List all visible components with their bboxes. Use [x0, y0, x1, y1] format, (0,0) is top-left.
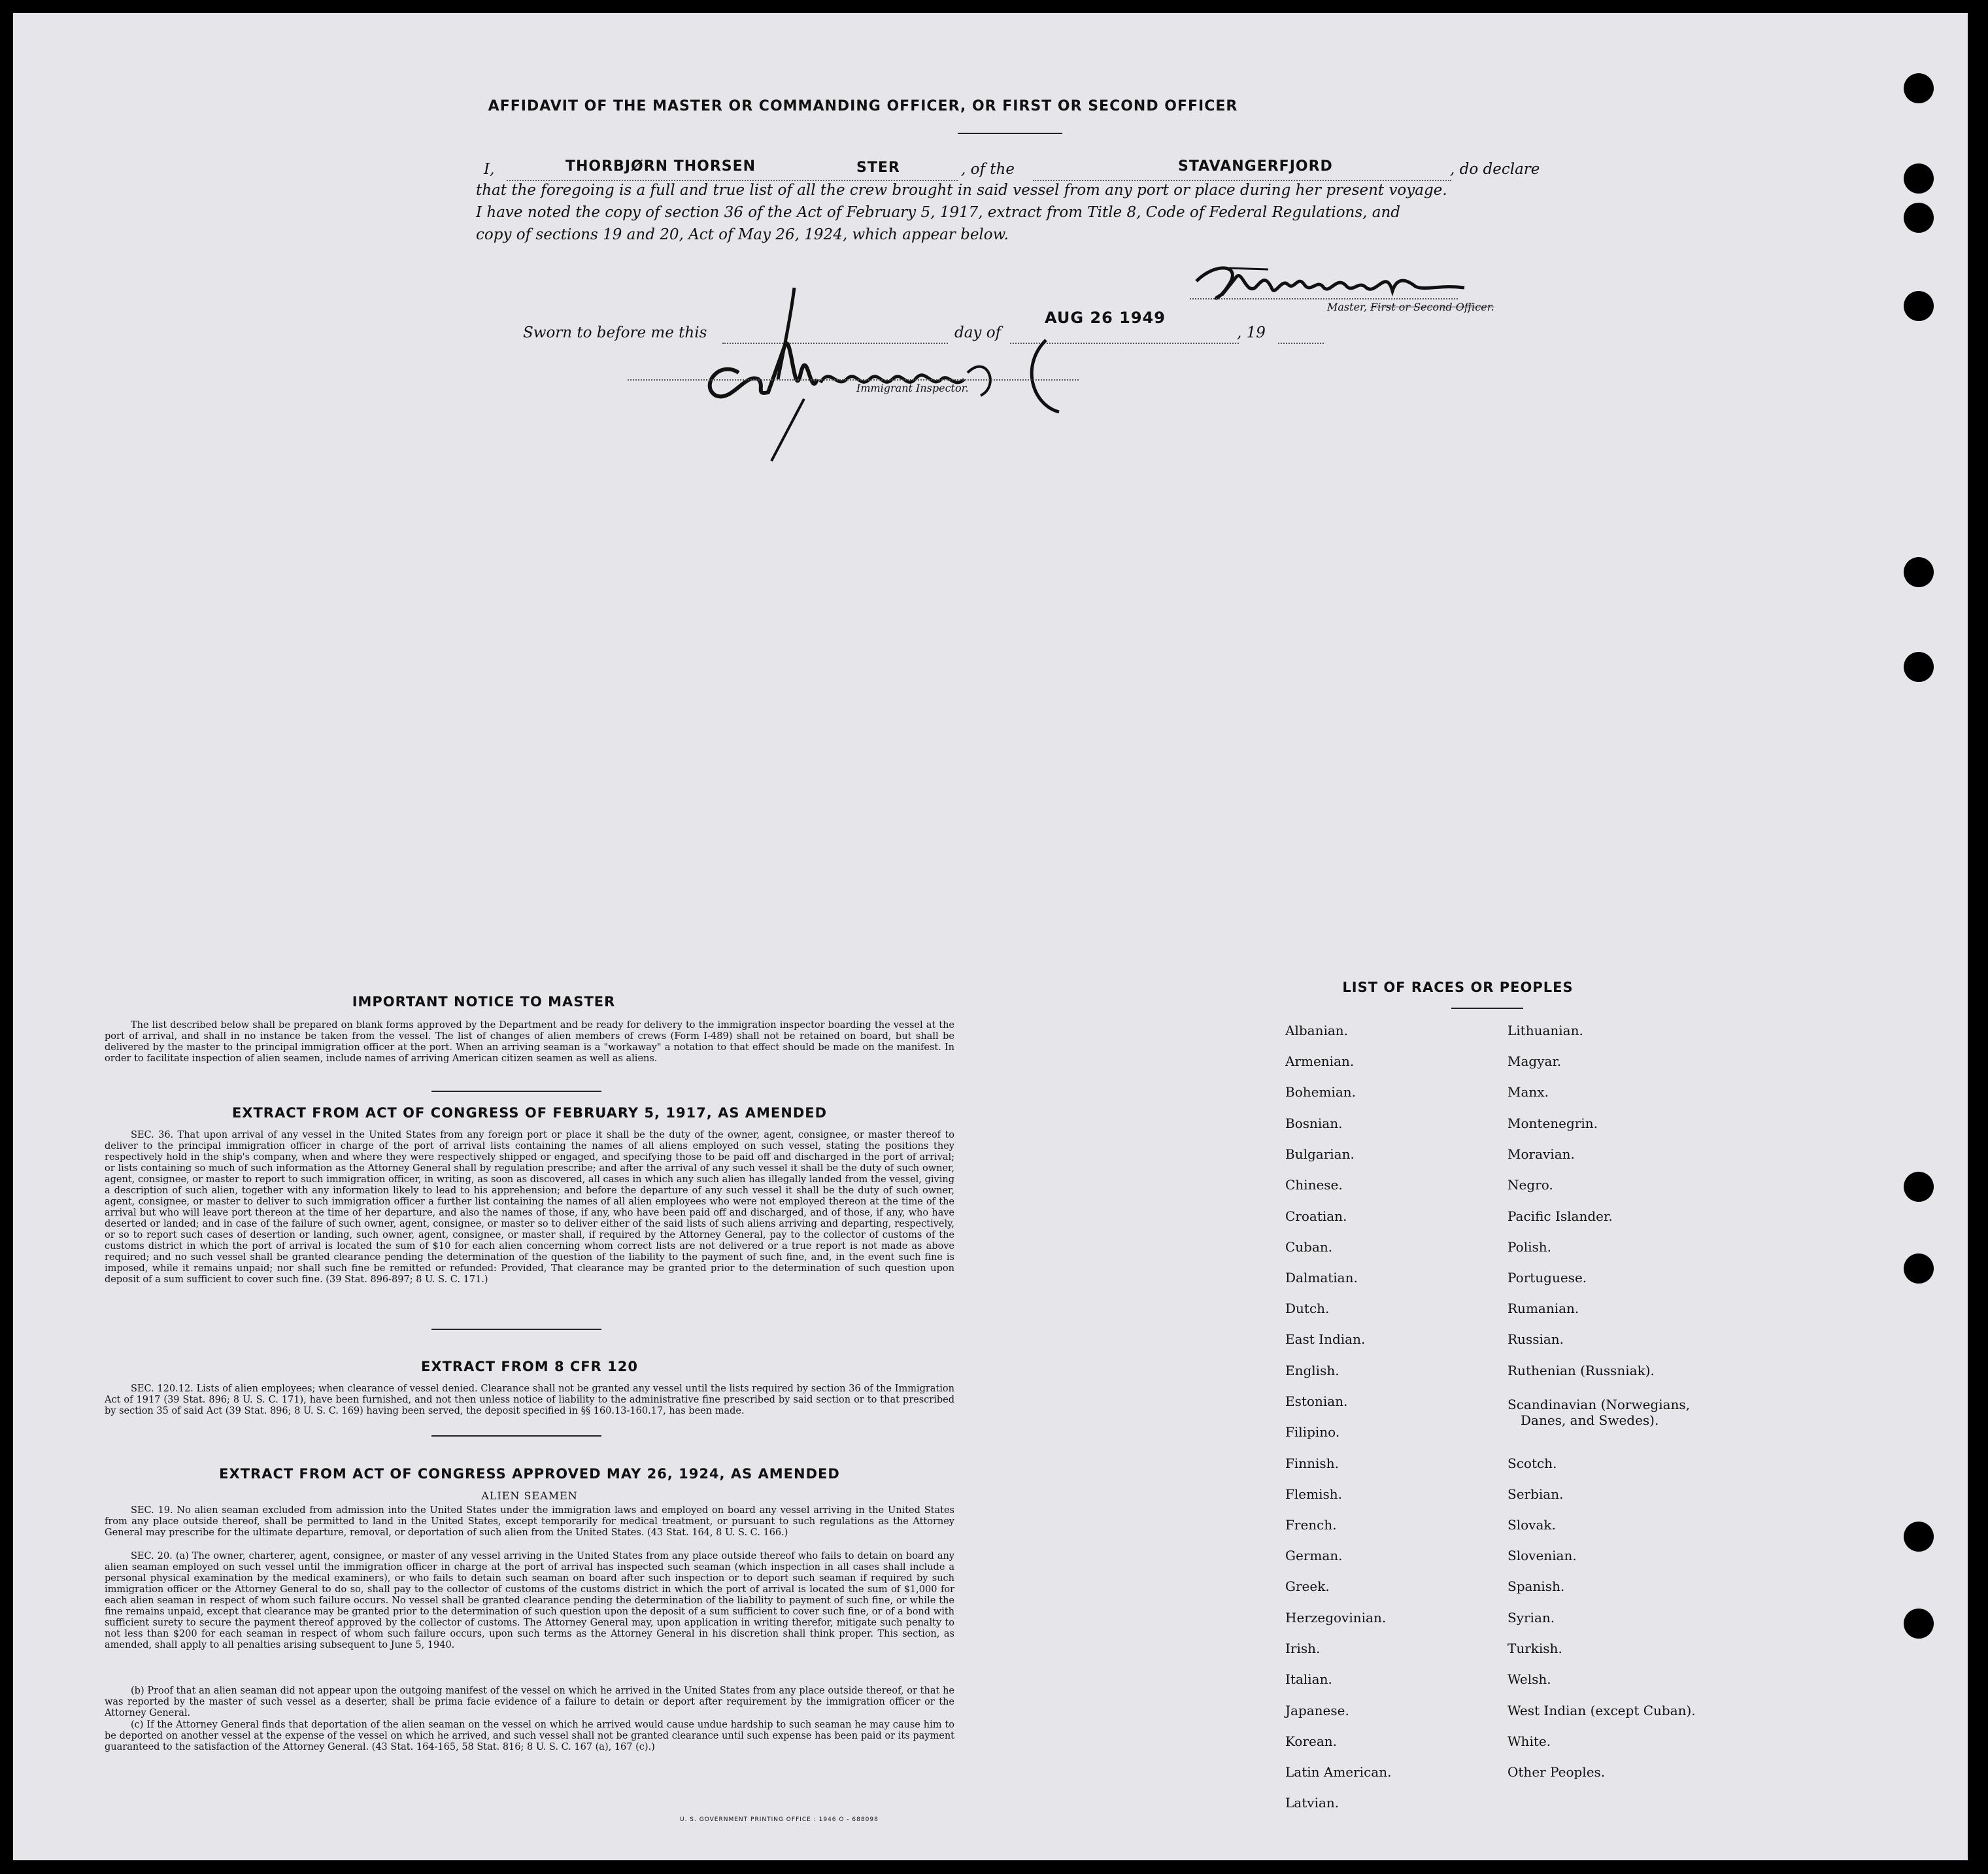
race-right: Manx.	[1508, 1084, 1549, 1100]
day-of-label: day of	[954, 324, 1002, 341]
race-right: Magyar.	[1508, 1053, 1562, 1069]
race-right: Spanish.	[1508, 1578, 1565, 1594]
race-left: Croatian.	[1285, 1208, 1347, 1224]
race-right: Serbian.	[1508, 1486, 1564, 1502]
race-left: French.	[1285, 1517, 1337, 1533]
date-stamp: AUG 26 1949	[1045, 309, 1166, 327]
race-left: Italian.	[1285, 1671, 1332, 1687]
divider	[431, 1329, 601, 1330]
race-right: Scotch.	[1508, 1456, 1557, 1471]
master-signature-line	[1190, 298, 1458, 299]
race-right: Danes, and Swedes).	[1521, 1412, 1659, 1428]
extract-1917-body: SEC. 36. That upon arrival of any vessel in the United States from any foreign port or place it shall be the duty of the owner, agent, consignee, or master thereof to deliver to the principal immigration officer in charge of the port of arrival lists containing the names of all aliens employed on such vessel, stating the positions they respectively hold in the ship's company, when and where they were respectively shipped or engaged, and specifying those to be paid off and discharged in the port of arrival; or lists containing so much of such information as the Attorney General shall by regulation prescribe; and after the arrival of any such vessel it shall be the duty of such owner, agent, consignee, or master to report to such immigration officer, in writing, as soon as discovered, all cases in which any such alien has illegally landed from the vessel, giving a description of such alien, together with any information likely to lead to his apprehension; and before the departure of any such vessel it shall be the duty of such owner, agent, consignee, or master to deliver to such immigration officer a further list containing the names of all alien employees who were not employed thereon at the time of the arrival but who will leave port thereon at the time of her departure, and also the names of those, if any, who have been paid off and discharged, and of those, if any, who have deserted or landed; and in case of the failure of such owner, agent, consignee, or master so to deliver either of the said lists of such aliens arriving and departing, respectively, or so to report such cases of desertion or landing, such owner, agent, consignee, or master shall, if required by the Attorney General, pay to the collector of customs of the customs district in which the port of arrival is located the sum of $10 for each alien concerning whom correct lists are not delivered or a true report is not made as above required; and no such vessel shall be granted clearance pending the determination of the question of the liability to the payment of such fine, and, in the event such fine is imposed, while it remains unpaid; nor shall such fine be remitted or refunded: Provided, That clearance may be granted prior to the determination of such question upon deposit of a sum sufficient to cover such fine. (39 Stat. 896-897; 8 U. S. C. 171.)	[105, 1130, 954, 1285]
race-right: Moravian.	[1508, 1146, 1575, 1162]
bleed-through-row	[327, 539, 1922, 558]
extract-1924-sec20a: SEC. 20. (a) The owner, charterer, agent, consignee, or master of any vessel arriving in the United States from any place outside thereof who fails to detain on board any alien seaman employed on such vessel until the immigration officer in charge at the port of arrival has inspected such seaman (which inspection in all cases shall include a personal physical examination by the medical examiners), or who fails to detain such seaman on board after such inspection or to deport such seaman if required by such immigration officer or the Attorney General to do so, shall pay to the collector of customs of the customs district in which the port of arrival is located the sum of $1,000 for each alien seaman in respect of whom such failure occurs. No vessel shall be granted clearance pending the determination of the liability to payment of such fine, or while the fine remains unpaid, except that clearance may be granted prior to the determination of such question upon the deposit of a sum sufficient to cover such fine, or of a bond with sufficient surety to secure the payment thereof approved by the collector of customs. The Attorney General may, upon application in writing therefor, mitigate such penalty to not less than $200 for each seaman in respect of whom such failure occurs, upon such terms as the Attorney General in his discretion shall think proper. This section, as amended, shall apply to all penalties arising subsequent to June 5, 1940.	[105, 1551, 954, 1650]
bleed-through-row	[327, 761, 1922, 781]
race-left: Filipino.	[1285, 1424, 1340, 1440]
divider	[1451, 1008, 1523, 1009]
race-right: Portuguese.	[1508, 1270, 1587, 1286]
extract-1917-heading: EXTRACT FROM ACT OF CONGRESS OF FEBRUARY 5, 1917, AS AMENDED	[231, 1105, 828, 1121]
race-left: Estonian.	[1285, 1393, 1348, 1409]
race-right: Other Peoples.	[1508, 1764, 1606, 1780]
sworn-label: Sworn to before me this	[523, 324, 707, 341]
race-right: Lithuanian.	[1508, 1023, 1583, 1038]
affidavit-heading: AFFIDAVIT OF THE MASTER OR COMMANDING OFFICER, OR FIRST OR SECOND OFFICER	[488, 98, 1238, 114]
bleed-through-row	[327, 717, 1922, 736]
extract-1924-sec20b: (b) Proof that an alien seaman did not appear upon the outgoing manifest of the vessel on which he arrived in the United States from any place outside thereof, or that he was reported by the master of such vessel as a deserter, shall be prima facie evidence of a failure to detain or deport after requirement by the immigration officer or the Attorney General.	[105, 1686, 954, 1718]
cfr-heading: EXTRACT FROM 8 CFR 120	[421, 1359, 638, 1374]
cfr-body: SEC. 120.12. Lists of alien employees; when clearance of vessel denied. Clearance shall not be granted any vessel until the lists required by section 36 of the Immigration Act of 1917 (39 Stat. 896; 8 U. S. C. 171), have been furnished, and not then unless notice of liability to the administrative fine prescribed by said section or to that prescribed by section 35 of said Act (39 Stat. 896; 8 U. S. C. 169) having been served, the deposit specified in §§ 160.13-160.17, has been made.	[105, 1384, 954, 1416]
bleed-through-row	[327, 850, 1922, 870]
declaration-line-3: I have noted the copy of section 36 of the Act of February 5, 1917, extract from Title 8, Code of Federal Regulations, and	[476, 204, 1401, 221]
officer-rank: STER	[856, 160, 900, 176]
punch-hole	[1904, 1609, 1934, 1639]
race-left: Japanese.	[1285, 1703, 1349, 1718]
race-left: Albanian.	[1285, 1023, 1349, 1038]
inspector-signature	[680, 275, 1098, 464]
race-right: White.	[1508, 1733, 1551, 1749]
race-right: Montenegrin.	[1508, 1116, 1598, 1131]
alien-seamen-subheading: ALIEN SEAMEN	[481, 1490, 578, 1502]
extract-1924-heading: EXTRACT FROM ACT OF CONGRESS APPROVED MAY 26, 1924, AS AMENDED	[219, 1466, 840, 1482]
bleed-through-row	[327, 628, 1922, 647]
race-left: Irish.	[1285, 1641, 1321, 1656]
notice-body: The list described below shall be prepared on blank forms approved by the Department and be ready for delivery to the immigration inspector boarding the vessel at the port of arrival, and shall in no instance be taken from the vessel. The list of changes of alien members of crews (Form I-489) shall not be retained on board, but shall be delivered by the master to the principal immigration officer at the port. When an arriving seaman is a "workaway" a notation to that effect should be made on the manifest. In order to facilitate inspection of alien seamen, include names of arriving American citizen seamen as well as aliens.	[105, 1020, 954, 1064]
race-right: Polish.	[1508, 1239, 1551, 1255]
notice-heading: IMPORTANT NOTICE TO MASTER	[352, 994, 616, 1010]
of-the-label: , of the	[961, 161, 1015, 178]
race-left: Chinese.	[1285, 1177, 1343, 1193]
name-line	[507, 180, 958, 181]
vessel-name: STAVANGERFJORD	[1178, 158, 1333, 175]
race-right: Rumanian.	[1508, 1301, 1579, 1316]
document-page	[13, 13, 1968, 1860]
race-left: German.	[1285, 1548, 1343, 1563]
bleed-through-row	[327, 583, 1922, 603]
punch-hole	[1904, 1172, 1934, 1202]
inspector-signature-line	[628, 379, 1079, 381]
races-heading: LIST OF RACES OR PEOPLES	[1342, 980, 1574, 995]
race-left: Dutch.	[1285, 1301, 1330, 1316]
bleed-through-row	[327, 806, 1922, 825]
punch-hole	[1904, 1522, 1934, 1552]
officer-name: THORBJØRN THORSEN	[565, 158, 756, 175]
race-right: Slovenian.	[1508, 1548, 1577, 1563]
punch-hole	[1904, 291, 1934, 321]
race-right: Welsh.	[1508, 1671, 1551, 1687]
bleed-through-row	[327, 405, 1922, 425]
race-left: Armenian.	[1285, 1053, 1355, 1069]
punch-hole	[1904, 73, 1934, 103]
bleed-through-row	[327, 939, 1922, 959]
race-right: Pacific Islander.	[1508, 1208, 1613, 1224]
vessel-line	[1033, 180, 1451, 181]
race-left: Latin American.	[1285, 1764, 1392, 1780]
race-right: Scandinavian (Norwegians,	[1508, 1397, 1691, 1412]
race-right: Ruthenian (Russniak).	[1508, 1363, 1655, 1378]
punch-hole	[1904, 163, 1934, 194]
extract-1924-sec19: SEC. 19. No alien seaman excluded from admission into the United States under the immigration laws and employed on board any vessel arriving in the United States from any place outside thereof, shall be permitted to land in the United States, except temporarily for medical treatment, or pursuant to such regulations as the Attorney General may prescribe for the ultimate departure, removal, or deportation of such alien from the United States. (43 Stat. 164, 8 U. S. C. 166.)	[105, 1505, 954, 1538]
race-right: Turkish.	[1508, 1641, 1562, 1656]
divider	[958, 133, 1062, 134]
declaration-line-2: that the foregoing is a full and true list of all the crew brought in said vessel from any port or place during her present voyage.	[476, 182, 1447, 199]
race-left: Cuban.	[1285, 1239, 1333, 1255]
extract-1924-sec20c: (c) If the Attorney General finds that deportation of the alien seaman on the vessel on which he arrived would cause undue hardship to such seaman he may cause him to be deported on another vessel at the expense of the vessel on which he arrived, and such vessel shall not be granted clearance until such expense has been paid or its payment guaranteed to the satisfaction of the Attorney General. (43 Stat. 164-165, 58 Stat. 816; 8 U. S. C. 167 (a), 167 (c).)	[105, 1720, 954, 1752]
race-left: Herzegovinian.	[1285, 1610, 1387, 1626]
race-left: East Indian.	[1285, 1331, 1366, 1347]
year-label: , 19	[1237, 324, 1266, 341]
race-right: Slovak.	[1508, 1517, 1556, 1533]
race-right: Negro.	[1508, 1177, 1553, 1193]
inspector-caption: Immigrant Inspector.	[856, 382, 969, 394]
race-left: Dalmatian.	[1285, 1270, 1358, 1286]
divider	[431, 1435, 601, 1437]
punch-hole	[1904, 203, 1934, 233]
declaration-line-4: copy of sections 19 and 20, Act of May 26, 1924, which appear below.	[476, 226, 1009, 243]
race-right: Syrian.	[1508, 1610, 1555, 1626]
race-right: Russian.	[1508, 1331, 1564, 1347]
struck-officer-label: First or Second Officer.	[1370, 301, 1494, 313]
punch-hole	[1904, 1253, 1934, 1284]
race-left: Bulgarian.	[1285, 1146, 1355, 1162]
race-left: Latvian.	[1285, 1795, 1339, 1811]
race-left: Greek.	[1285, 1578, 1330, 1594]
race-left: Korean.	[1285, 1733, 1338, 1749]
master-label: Master,	[1327, 301, 1368, 313]
bleed-through-row	[327, 672, 1922, 692]
bleed-through-row	[327, 494, 1922, 514]
race-left: Flemish.	[1285, 1486, 1342, 1502]
bleed-through-row	[327, 894, 1922, 914]
bleed-through-row	[327, 450, 1922, 469]
race-left: Finnish.	[1285, 1456, 1339, 1471]
declaration-i: I,	[484, 161, 495, 178]
race-left: English.	[1285, 1363, 1339, 1378]
race-left: Bosnian.	[1285, 1116, 1343, 1131]
master-caption	[1327, 301, 1494, 313]
race-left: Bohemian.	[1285, 1084, 1356, 1100]
divider	[431, 1091, 601, 1092]
printer-credit: U. S. GOVERNMENT PRINTING OFFICE : 1946 O - 688098	[680, 1816, 879, 1823]
race-right: West Indian (except Cuban).	[1508, 1703, 1696, 1718]
year-line	[1278, 343, 1324, 344]
do-declare-label: , do declare	[1450, 161, 1540, 178]
